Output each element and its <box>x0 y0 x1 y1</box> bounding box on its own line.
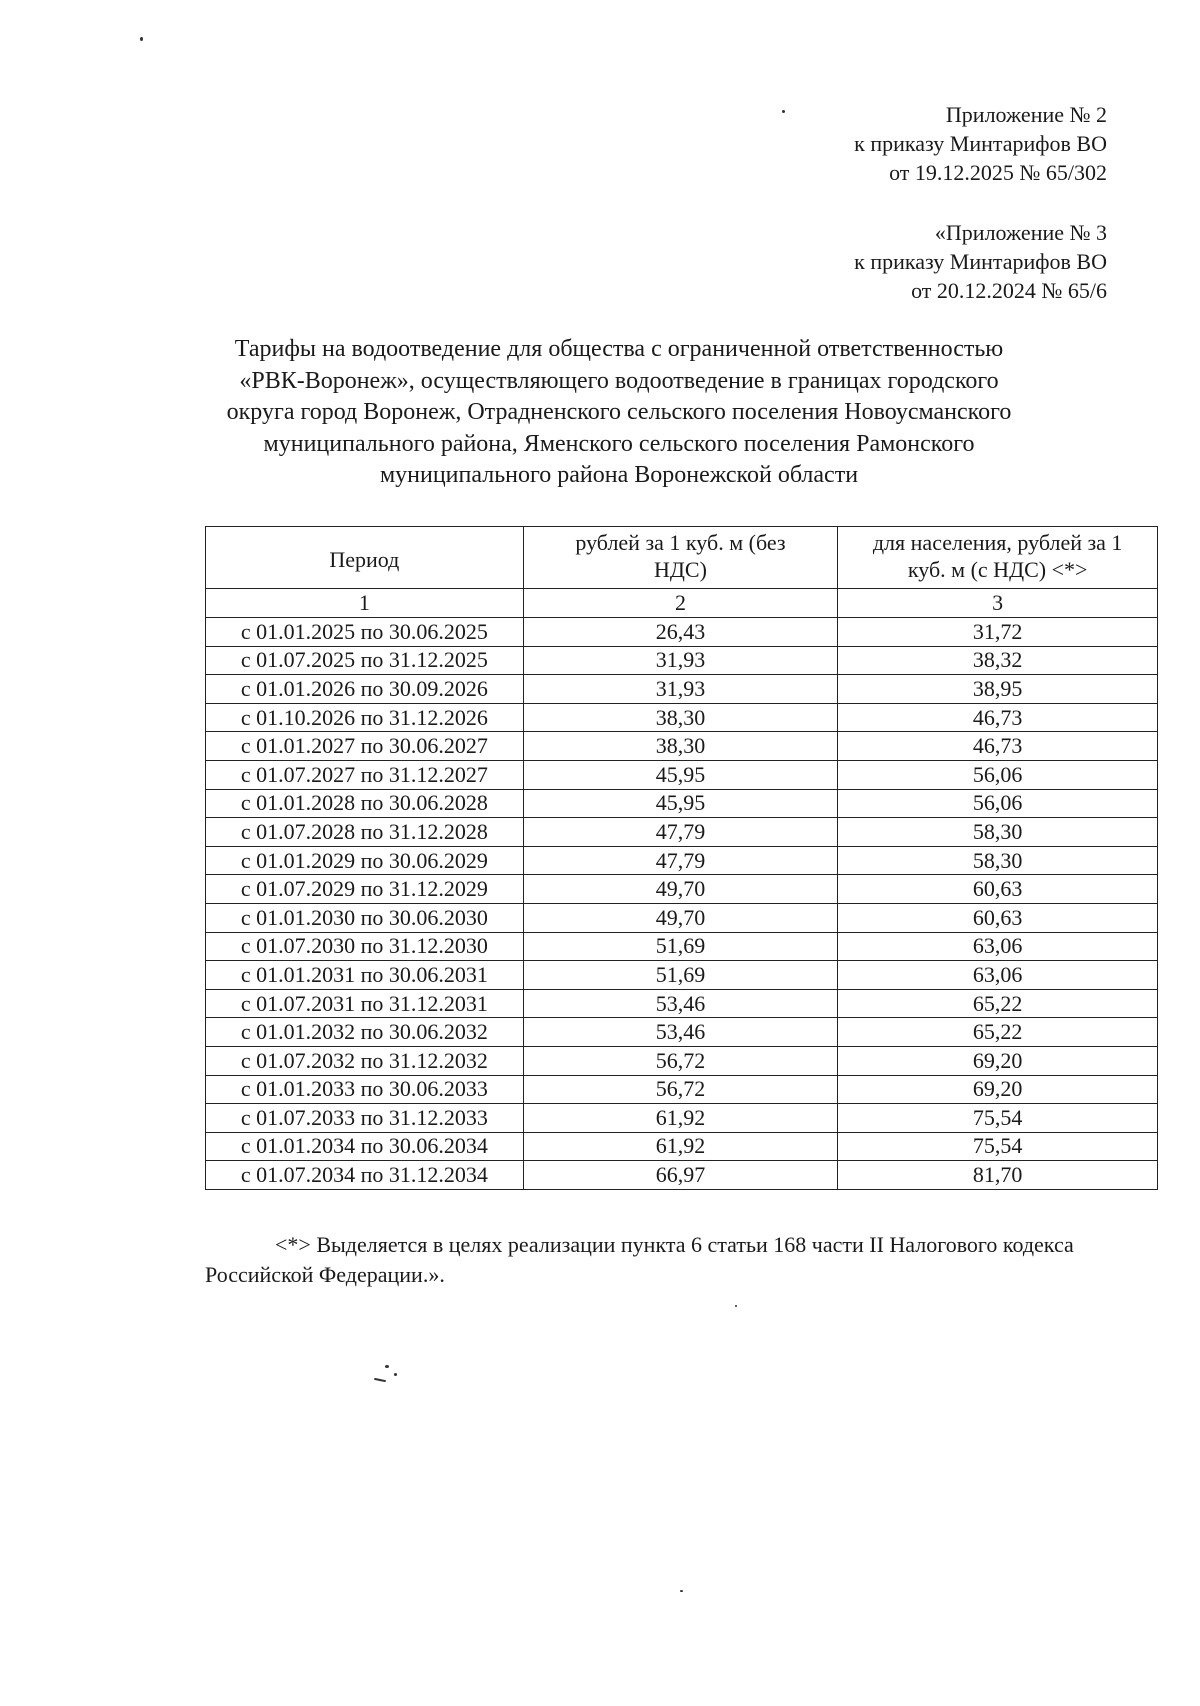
price-no-vat-cell: 31,93 <box>523 675 838 704</box>
column-number: 3 <box>838 589 1158 618</box>
price-no-vat-cell: 47,79 <box>523 818 838 847</box>
table-row <box>206 961 1158 990</box>
header-price-no-vat <box>523 527 838 589</box>
attachment-order-ref: к приказу Минтарифов ВО <box>854 249 1107 274</box>
price-no-vat-cell: 61,92 <box>523 1132 838 1161</box>
price-with-vat-cell: 75,54 <box>838 1104 1158 1133</box>
table-row <box>206 846 1158 875</box>
table-row <box>206 789 1158 818</box>
price-with-vat-cell: 63,06 <box>838 961 1158 990</box>
header-text-line: куб. м (с НДС) <*> <box>907 557 1088 582</box>
period-cell: с 01.01.2028 по 30.06.2028 <box>206 789 524 818</box>
price-no-vat-cell: 66,97 <box>523 1161 838 1190</box>
title-line: муниципального района, Яменского сельского поселения Рамонского <box>263 430 975 457</box>
period-cell: с 01.01.2026 по 30.09.2026 <box>206 675 524 704</box>
price-with-vat-cell: 81,70 <box>838 1161 1158 1190</box>
price-no-vat-cell: 45,95 <box>523 789 838 818</box>
column-number: 2 <box>523 589 838 618</box>
price-with-vat-cell: 58,30 <box>838 818 1158 847</box>
price-with-vat-cell: 63,06 <box>838 932 1158 961</box>
title-line: муниципального района Воронежской области <box>379 462 859 488</box>
period-cell: с 01.07.2031 по 31.12.2031 <box>206 989 524 1018</box>
header-price-population <box>838 527 1158 589</box>
period-cell: с 01.01.2031 по 30.06.2031 <box>206 961 524 990</box>
header-text-line: рублей за 1 куб. м (без <box>575 530 786 555</box>
price-with-vat-cell: 46,73 <box>838 732 1158 761</box>
table-row <box>206 989 1158 1018</box>
price-no-vat-cell: 45,95 <box>523 760 838 789</box>
table-row <box>206 703 1158 732</box>
scan-speck <box>782 110 785 113</box>
price-with-vat-cell: 65,22 <box>838 989 1158 1018</box>
scan-speck <box>680 1590 683 1592</box>
table-row <box>206 1104 1158 1133</box>
price-with-vat-cell: 46,73 <box>838 703 1158 732</box>
title-line: округа город Воронеж, Отрадненского сельского поселения Новоусманского <box>226 399 1012 425</box>
attachment-header-amended <box>854 218 1107 305</box>
price-no-vat-cell: 56,72 <box>523 1046 838 1075</box>
title-line: «РВК-Воронеж», осуществляющего водоотведение в границах городского <box>239 367 999 394</box>
period-cell: с 01.01.2025 по 30.06.2025 <box>206 618 524 647</box>
period-cell: с 01.07.2028 по 31.12.2028 <box>206 818 524 847</box>
price-with-vat-cell: 69,20 <box>838 1075 1158 1104</box>
table-row <box>206 818 1158 847</box>
attachment-number: «Приложение № 3 <box>934 220 1107 245</box>
price-no-vat-cell: 49,70 <box>523 875 838 904</box>
table-row <box>206 1161 1158 1190</box>
scan-speck <box>385 1365 389 1368</box>
period-cell: с 01.07.2033 по 31.12.2033 <box>206 1104 524 1133</box>
price-with-vat-cell: 69,20 <box>838 1046 1158 1075</box>
price-no-vat-cell: 53,46 <box>523 989 838 1018</box>
price-no-vat-cell: 49,70 <box>523 903 838 932</box>
scan-speck <box>394 1373 397 1376</box>
price-no-vat-cell: 47,79 <box>523 846 838 875</box>
column-number-row <box>206 589 1158 618</box>
period-cell: с 01.07.2034 по 31.12.2034 <box>206 1161 524 1190</box>
table-row <box>206 1075 1158 1104</box>
attachment-number: Приложение № 2 <box>945 102 1107 127</box>
attachment-header-current <box>854 100 1107 187</box>
period-cell: с 01.07.2025 по 31.12.2025 <box>206 646 524 675</box>
period-cell: с 01.07.2029 по 31.12.2029 <box>206 875 524 904</box>
table-header-row <box>206 527 1158 589</box>
table-row <box>206 732 1158 761</box>
price-with-vat-cell: 65,22 <box>838 1018 1158 1047</box>
period-cell: с 01.10.2026 по 31.12.2026 <box>206 703 524 732</box>
document-title <box>180 334 1058 492</box>
header-text-line: НДС) <box>654 557 707 582</box>
price-with-vat-cell: 38,32 <box>838 646 1158 675</box>
attachment-order-ref: к приказу Минтарифов ВО <box>854 131 1107 156</box>
price-with-vat-cell: 58,30 <box>838 846 1158 875</box>
header-period: Период <box>206 527 524 589</box>
price-no-vat-cell: 51,69 <box>523 932 838 961</box>
period-cell: с 01.01.2030 по 30.06.2030 <box>206 903 524 932</box>
table-row <box>206 1132 1158 1161</box>
table-row <box>206 618 1158 647</box>
table-row <box>206 1018 1158 1047</box>
price-no-vat-cell: 53,46 <box>523 1018 838 1047</box>
price-with-vat-cell: 56,06 <box>838 760 1158 789</box>
period-cell: с 01.01.2032 по 30.06.2032 <box>206 1018 524 1047</box>
table-row <box>206 760 1158 789</box>
scan-speck <box>374 1378 386 1382</box>
period-cell: с 01.07.2027 по 31.12.2027 <box>206 760 524 789</box>
table-row <box>206 932 1158 961</box>
price-no-vat-cell: 38,30 <box>523 732 838 761</box>
price-with-vat-cell: 56,06 <box>838 789 1158 818</box>
period-cell: с 01.01.2029 по 30.06.2029 <box>206 846 524 875</box>
title-line: Тарифы на водоотведение для общества с ограниченной ответственностью <box>234 336 1004 362</box>
price-no-vat-cell: 51,69 <box>523 961 838 990</box>
scan-speck <box>140 37 143 41</box>
column-number: 1 <box>206 589 524 618</box>
scan-speck <box>735 1305 737 1307</box>
price-no-vat-cell: 38,30 <box>523 703 838 732</box>
table-row <box>206 646 1158 675</box>
price-no-vat-cell: 31,93 <box>523 646 838 675</box>
period-cell: с 01.01.2034 по 30.06.2034 <box>206 1132 524 1161</box>
price-no-vat-cell: 26,43 <box>523 618 838 647</box>
price-no-vat-cell: 61,92 <box>523 1104 838 1133</box>
tariff-table <box>205 526 1158 1190</box>
table-row <box>206 903 1158 932</box>
period-cell: с 01.07.2032 по 31.12.2032 <box>206 1046 524 1075</box>
footnote: <*> Выделяется в целях реализации пункта 6 статьи 168 части II Налогового кодекса Российской Федерации.». <box>205 1232 1074 1287</box>
price-with-vat-cell: 38,95 <box>838 675 1158 704</box>
price-no-vat-cell: 56,72 <box>523 1075 838 1104</box>
attachment-order-date: от 20.12.2024 № 65/6 <box>911 278 1107 303</box>
period-cell: с 01.01.2033 по 30.06.2033 <box>206 1075 524 1104</box>
period-cell: с 01.07.2030 по 31.12.2030 <box>206 932 524 961</box>
price-with-vat-cell: 31,72 <box>838 618 1158 647</box>
table-row <box>206 675 1158 704</box>
period-cell: с 01.01.2027 по 30.06.2027 <box>206 732 524 761</box>
price-with-vat-cell: 60,63 <box>838 875 1158 904</box>
table-row <box>206 875 1158 904</box>
table-row <box>206 1046 1158 1075</box>
price-with-vat-cell: 60,63 <box>838 903 1158 932</box>
header-text-line: для населения, рублей за 1 <box>872 530 1123 555</box>
price-with-vat-cell: 75,54 <box>838 1132 1158 1161</box>
attachment-order-date: от 19.12.2025 № 65/302 <box>889 160 1107 185</box>
